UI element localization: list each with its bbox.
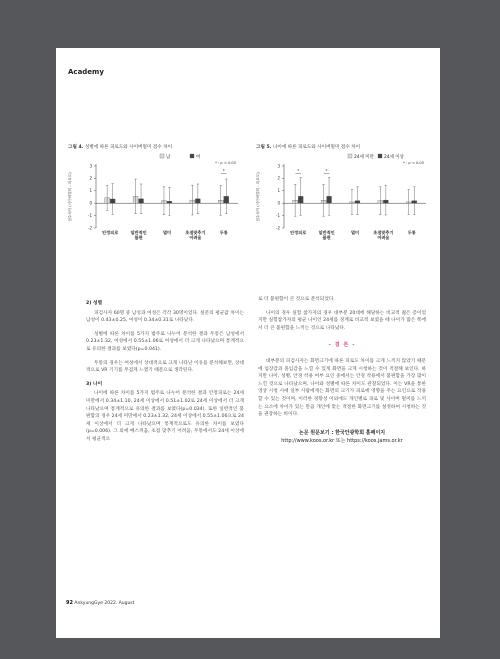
category-label: 초점맞추기 [373, 230, 394, 235]
figure4-chart [66, 152, 246, 252]
conclusion-heading: - 결 론 - [328, 342, 356, 349]
significance-note: * : p < 0.05 [403, 161, 424, 165]
paragraph: http://www.koos.or.kr 또는 https://koos.jams.or.kr [281, 437, 403, 444]
paragraph: 대부분의 피검사자는 화면크기에 따른 피로도 차이를 크게 느끼지 않았기 때문에 임장감과 몰입감을 느낄 수 있게 화면을 크게 시청하는 것이 적절해 보인다. 하지만 나이, 성별, 안경 착용 여부 요인 중에서는 안경 착용에서 불편함을 가장 많이 느낀 것으로 나타났으며, 나이와 성별에 따른 차이도 관찰되었다. 이는 VR을 통한 영상 시청 시에 일부 사람에게는 화면의 크기가 피로에 영향을 주는 요인으로 작용할 수 있는 것이며, 이러한 경향성 이외에도 개인별로 피로 및 사이버 멀미를 느끼는 요소에 차이가 있는 만큼 개인에 맞는 적절한 화면크기를 설정하여 시청하는 것을 권장하는 바이다. [258, 358, 426, 418]
y-tick-label: 3 [89, 163, 92, 169]
paragraph: 나이의 경우 실험 참가자의 경우 대부분 20대에 해당하는 비교적 젊은 층이었지만 실험참가자의 평균 나이인 24세를 경계로 비교적 보였을 때 나이가 많은 쪽에서 더 큰 불편함을 느끼는 것으로 나타났다. [258, 310, 426, 331]
corner-tab [0, 0, 30, 56]
legend-label: 24세 미만 [354, 154, 374, 160]
y-axis-label: 점수차이 (사이버멀미 - 피로도) [68, 172, 72, 222]
magazine-page [56, 48, 440, 638]
y-tick-label: -1 [88, 212, 92, 218]
y-tick-label: -2 [276, 225, 280, 231]
y-tick-label: 0 [277, 200, 280, 206]
category-label: 두통 [407, 230, 416, 235]
y-tick-label: 3 [277, 163, 280, 169]
paragraph: 논문 원문보기 : 한국안광학회 홈페이지 [298, 429, 386, 436]
paragraph: 피검사자 60명 중 남성과 여성은 각각 30명이었다. 설문의 평균값 차이는 남성이 0.43±0.25, 여성이 0.34±0.31로 나타났다. [86, 310, 244, 324]
category-label: 두통 [219, 230, 228, 235]
section-heading: 2) 성별 [86, 301, 103, 306]
paragraph: 로 더 불편함이 큰 것으로 분석되었다. [258, 297, 335, 302]
paragraph: 두통의 경우는 여성에서 상대적으로 크게 나타난 이유를 분석해보면, 상대적으로 VR 기기를 무겁게 느꼈기 때문으로 생각된다. [86, 360, 244, 374]
y-tick-label: 1 [277, 188, 280, 194]
left-column [86, 296, 244, 450]
significance-note: * : p < 0.05 [215, 161, 236, 165]
category-label: 어려움 [377, 235, 390, 240]
category-label: 일반적인 [130, 230, 147, 235]
page-footer [66, 600, 134, 606]
category-label: 초점맞추기 [185, 230, 206, 235]
category-label: 어려움 [189, 235, 202, 240]
y-tick-label: 2 [277, 175, 280, 181]
y-tick-label: 2 [89, 175, 92, 181]
corner-tab [470, 0, 500, 56]
paragraph: 성별에 따른 차이를 5가지 범주로 나누어 분석한 결과 두통은 남성에서 0.23±1.32, 여성에서 0.55±1.06로 여성에서 더 크게 나타났으며 통계적으로 유의한 결과를 보였다(p=0.041). [86, 331, 244, 352]
figure5-chart [254, 152, 434, 252]
category-label: 멀미 [350, 230, 360, 235]
figure5-title: 그림 5. 나이에 따른 피로도와 사이버멀미 점수 차이 [256, 145, 361, 150]
corner-tab [0, 620, 30, 659]
section-heading: 3) 나이 [86, 381, 103, 387]
significance-star: * [222, 169, 225, 175]
legend-label: 남 [166, 154, 171, 160]
category-label: 불편 [322, 235, 331, 240]
y-tick-label: 1 [89, 188, 92, 194]
legend-label: 여 [196, 154, 201, 160]
significance-star: * [297, 169, 300, 175]
y-tick-label: -1 [276, 212, 280, 218]
page-number: 92 [66, 600, 73, 606]
category-label: 멀미 [162, 230, 172, 235]
right-column [258, 296, 426, 445]
legend-swatch [160, 154, 164, 158]
legend-swatch [348, 154, 352, 158]
significance-star: * [325, 169, 328, 175]
y-tick-label: -2 [88, 225, 92, 231]
magazine-name: AnkyungGye 2022. August [74, 601, 135, 606]
paragraph: 나이에 따른 차이를 5가지 범주로 나누어 분석한 결과 안정피로는 24세 미만에서 0.34±1.10, 24세 이상에서 0.51±1.02로 24세 이상에서 더 크게 나타났으며 통계적으로 유의한 결과를 보였다(p=0.034). 또한 일반적인 불편함의 경우 24세 미만에서 0.23±1.32, 24세 이상에서 0.55±1.06으로 24세 이상에서 더 크게 나타났으며 통계적으로도 유의한 차이를 보였다(p=0.006). 그 외에 메스꺼움, 초점 맞추기 어려움, 두통에서도 24세 이상에서 평균적으 [86, 391, 244, 442]
category-label: 일반적인 [318, 230, 335, 235]
figure4-title: 그림 4. 성별에 따른 피로도와 사이버멀미 점수 차이 [68, 145, 173, 150]
corner-tab [470, 620, 500, 659]
legend-swatch [378, 154, 382, 158]
category-label: 안정피로 [102, 230, 119, 235]
legend-label: 24세 이상 [384, 154, 404, 160]
y-tick-label: 0 [89, 200, 92, 206]
y-axis-label: 점수차이 (사이버멀미 - 피로도) [256, 172, 260, 222]
legend-swatch [190, 154, 194, 158]
category-label: 안정피로 [290, 230, 307, 235]
category-label: 불편 [134, 235, 143, 240]
section-label: Academy [68, 68, 104, 76]
